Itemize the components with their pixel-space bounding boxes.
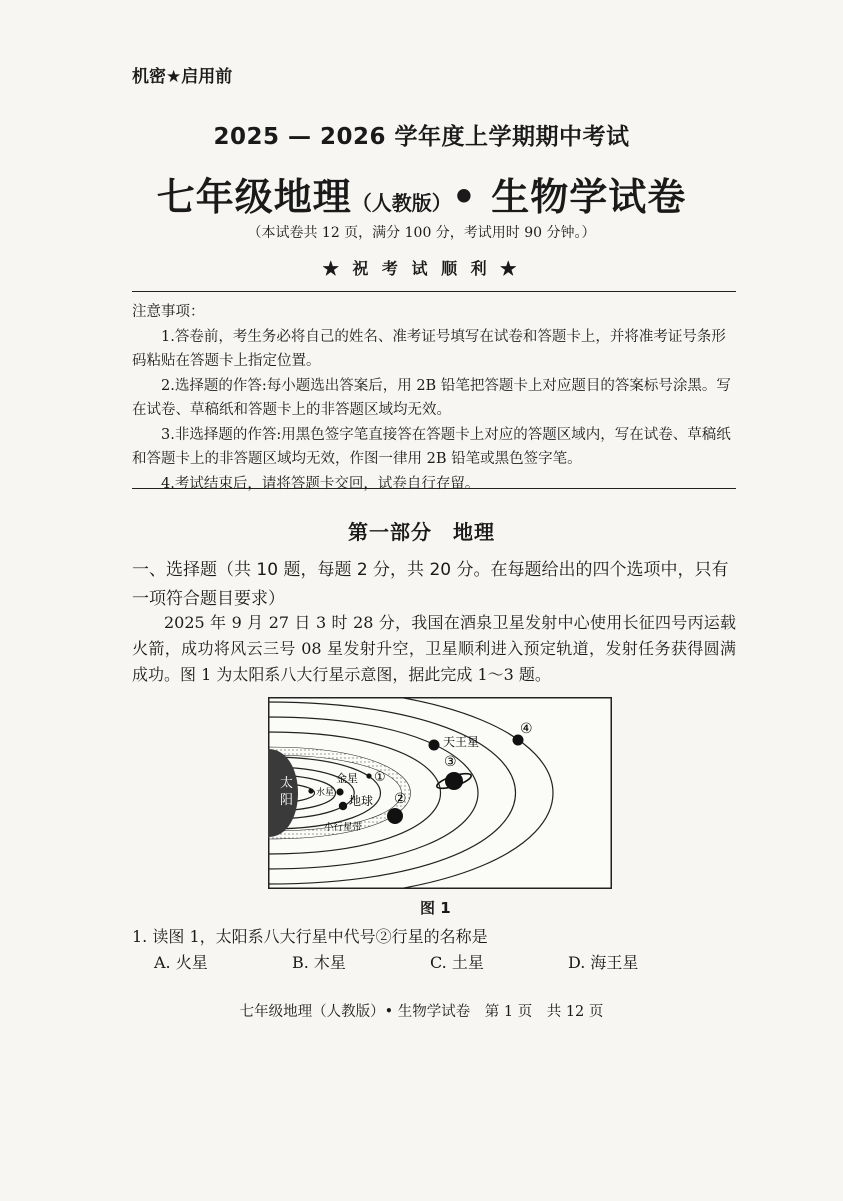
uranus-dot xyxy=(429,740,440,751)
sun-label-1: 太 xyxy=(280,776,294,791)
divider-bottom xyxy=(132,488,736,489)
paper-title-subject: 七年级地理 xyxy=(156,175,352,219)
planet-2-dot xyxy=(387,808,403,824)
planet-3-dot xyxy=(445,772,463,790)
mercury-dot xyxy=(308,788,313,793)
part-title: 第一部分 地理 xyxy=(348,520,495,544)
venus-dot xyxy=(336,788,343,795)
question-passage: 2025 年 9 月 27 日 3 时 28 分，我国在酒泉卫星发射中心使用长征四号丙运载火箭，成功将风云三号 08 星发射升空，卫星顺利进入预定轨道，发射任务获得圆满成功。图 1 为太阳系八大行星示意图，据此完成 1～3 题。 xyxy=(132,613,736,684)
paper-title-edition: （人教版） xyxy=(351,191,452,215)
figure-caption: 图 1 xyxy=(420,899,451,917)
planet-1-label: ① xyxy=(374,770,386,785)
notice-item: 1.答卷前，考生务必将自己的姓名、准考证号填写在试卷和答题卡上，并将准考证号条形码粘贴在答题卡上指定位置。 xyxy=(132,328,726,369)
paper-title xyxy=(0,166,843,221)
option-d[interactable]: D. 海王星 xyxy=(568,953,639,972)
exam-info: （本试卷共 12 页，满分 100 分，考试用时 90 分钟。） xyxy=(247,225,596,241)
notice-heading: 注意事项： xyxy=(132,304,205,320)
section-heading: 一、选择题（共 10 题，每题 2 分，共 20 分。在每题给出的四个选项中，只有一项符合题目要求） xyxy=(132,560,729,609)
notice-item: 3.非选择题的作答:用黑色签字笔直接答在答题卡上对应的答题区域内，写在试卷、草稿纸和答题卡上的非答题区域均无效，作图一律用 2B 铅笔或黑色签字笔。 xyxy=(132,426,731,467)
notice-item: 4.考试结束后，请将答题卡交回，试卷自行存留。 xyxy=(161,475,480,492)
uranus-label: 天王星 xyxy=(443,735,480,749)
option-b[interactable]: B. 木星 xyxy=(292,953,346,972)
planet-2-label: ② xyxy=(394,791,407,807)
asteroid-belt-label: 小行星带 xyxy=(324,822,363,833)
planet-4-label: ④ xyxy=(520,721,533,737)
divider-top xyxy=(132,291,736,292)
planet-1-dot xyxy=(366,773,371,778)
blessing-line: ★ 祝 考 试 顺 利 ★ xyxy=(322,259,521,278)
venus-label: 金星 xyxy=(336,772,358,785)
option-a[interactable]: A. 火星 xyxy=(154,953,208,972)
notice-block xyxy=(132,300,738,496)
sun-label-2: 阳 xyxy=(280,793,294,808)
exam-title: 2025 — 2026 学年度上学期期中考试 xyxy=(213,124,630,150)
page-footer: 七年级地理（人教版）• 生物学试卷 第 1 页 共 12 页 xyxy=(239,1004,604,1020)
option-c[interactable]: C. 土星 xyxy=(430,953,484,972)
planet-3-label: ③ xyxy=(444,754,457,770)
mercury-label: 水星 xyxy=(316,788,335,798)
solar-system-diagram xyxy=(268,697,612,889)
earth-label: 地球 xyxy=(349,794,374,808)
confidential-label: 机密★启用前 xyxy=(132,67,233,87)
earth-dot xyxy=(339,802,347,810)
question-stem: 1. 读图 1，太阳系八大行星中代号②行星的名称是 xyxy=(132,927,488,946)
paper-title-subject2: • 生物学试卷 xyxy=(451,175,687,219)
notice-item: 2.选择题的作答:每小题选出答案后，用 2B 铅笔把答题卡上对应题目的答案标号涂黑。写在试卷、草稿纸和答题卡上的非答题区域均无效。 xyxy=(132,377,731,418)
